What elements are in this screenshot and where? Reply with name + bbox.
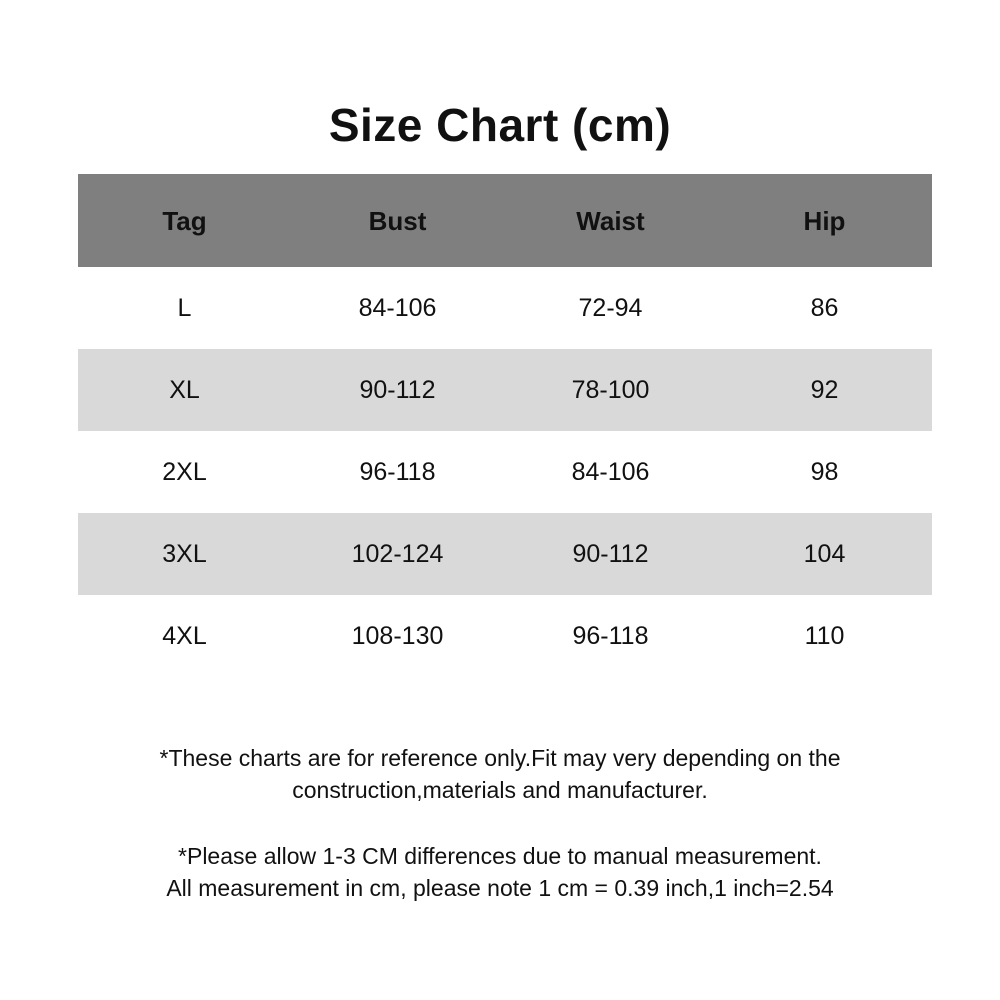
note-line: All measurement in cm, please note 1 cm = 0.39 inch,1 inch=2.54 [166,875,834,901]
cell-bust: 90-112 [359,376,436,404]
table-row [78,595,932,677]
table-row [78,431,932,513]
cell-tag: XL [169,376,200,404]
cell-hip: 92 [810,376,839,404]
cell-hip: 86 [810,294,839,322]
header-tag: Tag [162,205,207,236]
cell-waist: 84-106 [571,458,650,486]
cell-waist: 90-112 [572,540,649,568]
note-line: construction,materials and manufacturer. [292,777,708,803]
table-header-row [78,174,932,267]
note-line: *Please allow 1-3 CM differences due to manual measurement. [178,843,822,869]
header-waist: Waist [576,205,645,236]
cell-bust: 96-118 [359,458,436,486]
reference-note [0,742,1000,806]
cell-bust: 108-130 [351,622,444,650]
table-row [78,267,932,349]
note-line: *These charts are for reference only.Fit may very depending on the [159,745,841,771]
cell-hip: 98 [810,458,839,486]
size-table [78,174,932,677]
table-row [78,349,932,431]
cell-waist: 96-118 [572,622,649,650]
table-row [78,513,932,595]
cell-tag: L [177,294,192,322]
cell-tag: 3XL [162,540,207,568]
cell-waist: 78-100 [571,376,650,404]
cell-tag: 4XL [162,622,207,650]
cell-tag: 2XL [162,458,207,486]
header-bust: Bust [368,205,427,236]
cell-bust: 84-106 [358,294,437,322]
page-title: Size Chart (cm) [328,99,672,151]
cell-hip: 110 [804,622,845,650]
header-hip: Hip [803,205,846,236]
cell-hip: 104 [803,540,846,568]
measurement-note [0,840,1000,904]
cell-bust: 102-124 [351,540,444,568]
cell-waist: 72-94 [578,294,643,322]
